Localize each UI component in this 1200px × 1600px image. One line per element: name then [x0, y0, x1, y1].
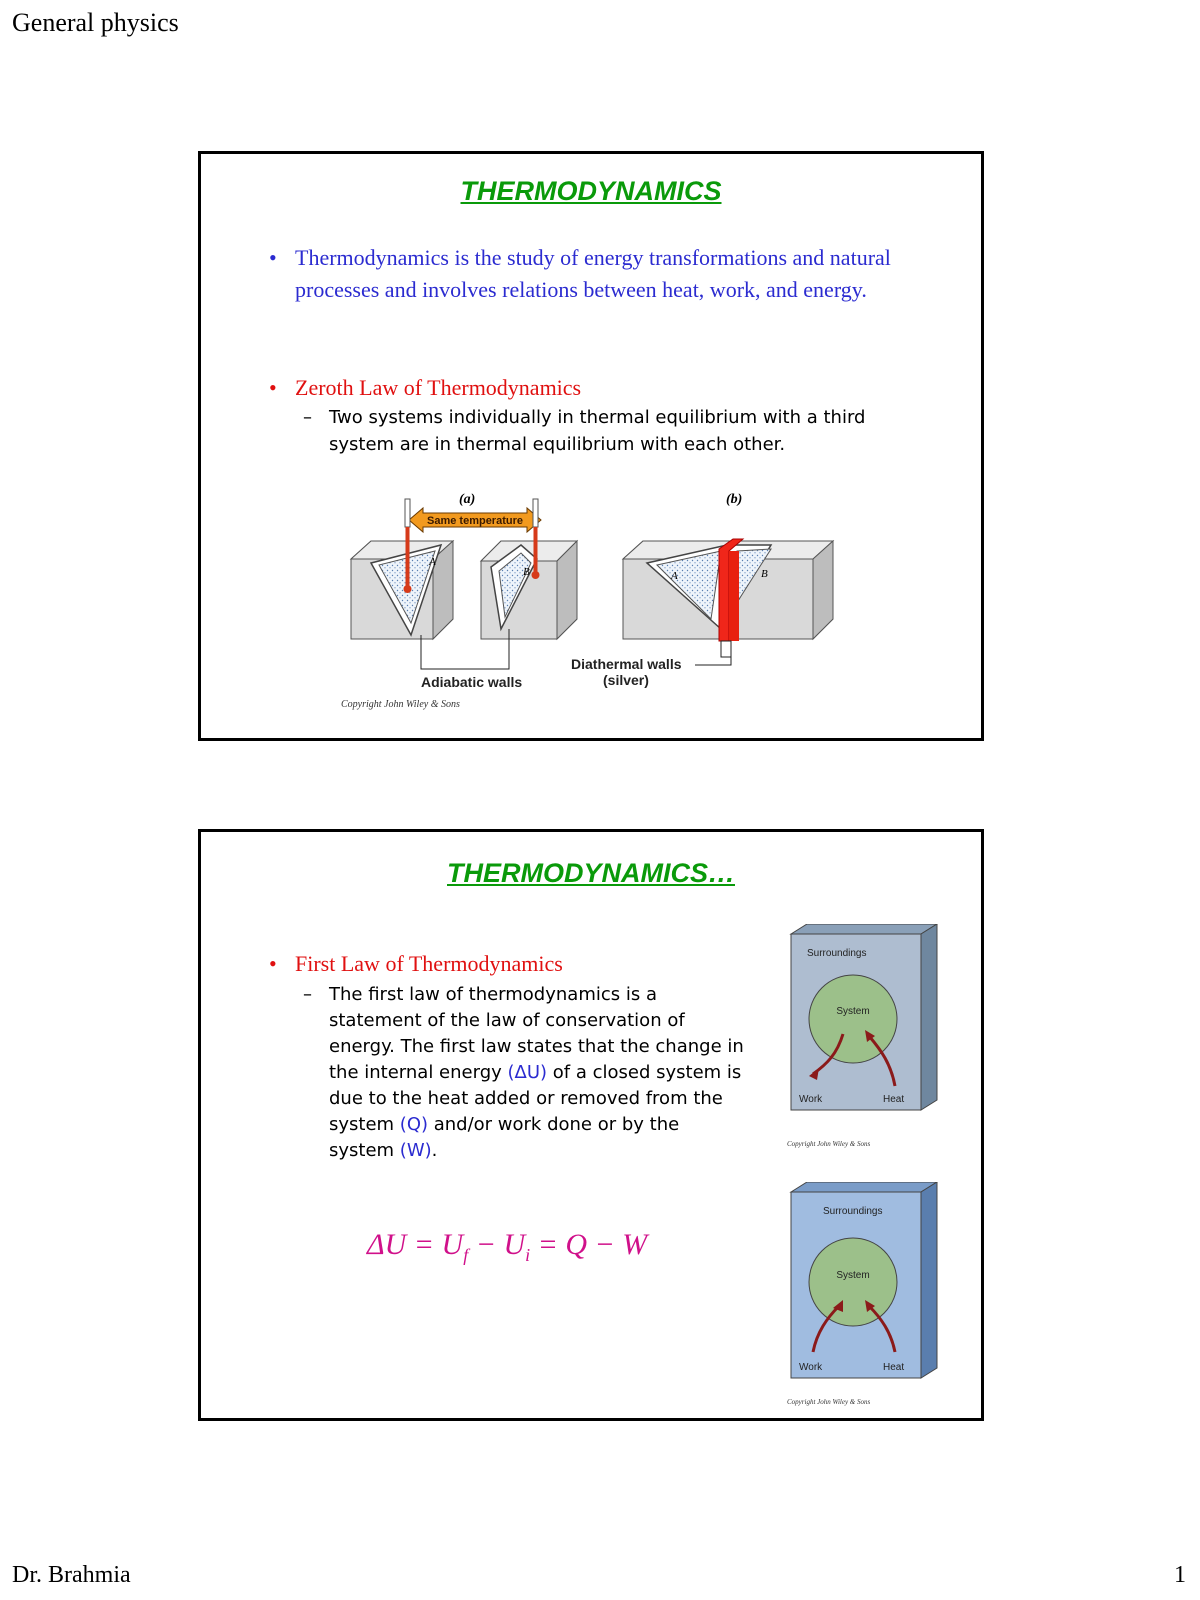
bullet-text: Zeroth Law of Thermodynamics	[295, 375, 582, 400]
dash-marker: –	[303, 984, 312, 1005]
bullet-first-law	[269, 948, 715, 980]
bullet-zeroth-law	[269, 372, 935, 404]
sub-text-1: The first law of thermodynamics is a statement of the law of conservation of energy. The first law states that the change in the internal energy	[329, 984, 744, 1083]
bullet-dot: •	[269, 245, 277, 270]
work-label: Work	[799, 1094, 823, 1105]
diathermal-walls-label: Diathermal walls	[571, 656, 682, 672]
zeroth-law-figure	[341, 479, 841, 719]
first-law-formula	[367, 1228, 647, 1266]
bullet-definition	[269, 242, 935, 306]
same-temperature-label: Same temperature	[427, 515, 523, 527]
delta-u-symbol: (ΔU)	[507, 1062, 548, 1083]
slide-title: THERMODYNAMICS	[460, 176, 722, 206]
w-symbol: (W)	[399, 1140, 432, 1161]
system-circle	[809, 1238, 897, 1326]
sub-text-4: .	[431, 1140, 438, 1161]
block-b-a-label: A	[671, 570, 678, 582]
slide-title: THERMODYNAMICS…	[447, 858, 735, 888]
diathermal-silver-label: (silver)	[603, 672, 649, 688]
first-law-figure-bottom	[787, 1182, 947, 1412]
system-label: System	[836, 1270, 870, 1281]
figure-copyright: Copyright John Wiley & Sons	[787, 1140, 871, 1148]
figure-copyright: Copyright John Wiley & Sons	[787, 1398, 871, 1406]
slide-2	[198, 829, 984, 1421]
bullet-text: Thermodynamics is the study of energy transformations and natural processes and involves relations between heat, work, and energy.	[295, 245, 891, 302]
slide-1	[198, 151, 984, 741]
figure-label-b: (b)	[726, 492, 743, 507]
first-law-figure-top	[787, 924, 947, 1154]
formula-text: $\Delta U = U_f - U_i = Q - W$	[367, 1228, 648, 1265]
figure-label-a: (a)	[459, 492, 476, 507]
surroundings-label: Surroundings	[823, 1206, 883, 1217]
bullet-text: First Law of Thermodynamics	[295, 951, 563, 976]
block-a-label: A	[429, 556, 436, 568]
adiabatic-walls-label: Adiabatic walls	[421, 674, 523, 690]
system-label: System	[836, 1006, 870, 1017]
sub-zeroth-law	[303, 404, 889, 458]
dash-marker: –	[303, 407, 312, 428]
page-number: 1	[1174, 1562, 1186, 1588]
bullet-dot: •	[269, 375, 277, 400]
block-b-label: B	[523, 566, 530, 578]
block-b-b-label: B	[761, 568, 768, 580]
heat-label: Heat	[883, 1362, 905, 1373]
figure-copyright: Copyright John Wiley & Sons	[341, 699, 460, 710]
heat-label: Heat	[883, 1094, 905, 1105]
page-footer-author: Dr. Brahmia	[12, 1562, 131, 1588]
sub-text: Two systems individually in thermal equilibrium with a third system are in thermal equilibrium with each other.	[329, 407, 866, 455]
system-circle	[809, 975, 897, 1063]
page-header: General physics	[12, 8, 179, 37]
sub-text-3: and/or work done or by the system	[329, 1114, 680, 1161]
bullet-dot: •	[269, 951, 277, 976]
sub-text-2: of a closed system is due to the heat added or removed from the system	[329, 1062, 742, 1135]
sub-first-law	[303, 982, 749, 1164]
surroundings-label: Surroundings	[807, 948, 867, 959]
q-symbol: (Q)	[399, 1114, 429, 1135]
work-label: Work	[799, 1362, 823, 1373]
